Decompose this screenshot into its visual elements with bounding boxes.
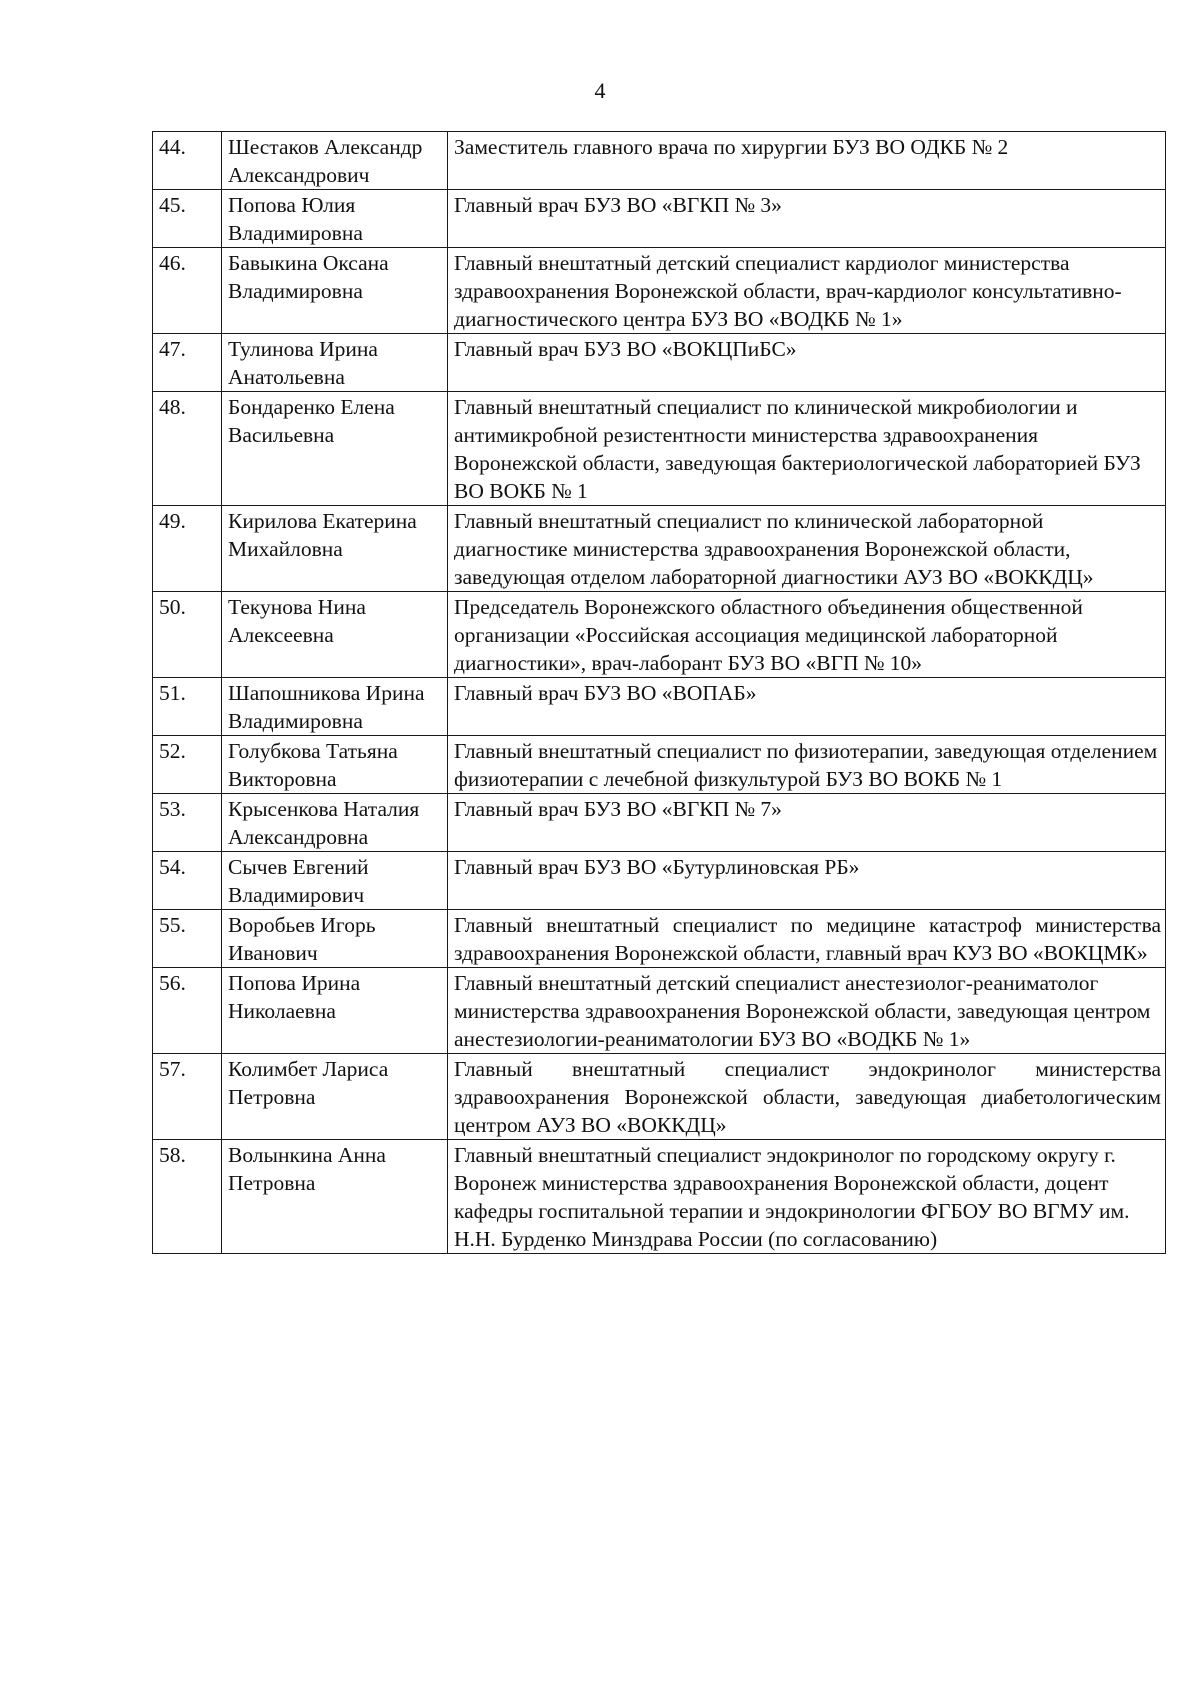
person-name: Шестаков Александр Александрович xyxy=(222,132,448,190)
person-position: Главный внештатный специалист по медицине катастроф министерства здравоохранения Воронежской области, главный врач КУЗ ВО «ВОКЦМК» xyxy=(448,910,1166,968)
person-position: Главный внештатный детский специалист кардиолог министерства здравоохранения Воронежской области, врач-кардиолог консультативно-диагностического центра БУЗ ВО «ВОДКБ № 1» xyxy=(448,248,1166,334)
person-position: Главный врач БУЗ ВО «ВОПАБ» xyxy=(448,678,1166,736)
person-position: Главный врач БУЗ ВО «Бутурлиновская РБ» xyxy=(448,852,1166,910)
person-position: Главный врач БУЗ ВО «ВОКЦПиБС» xyxy=(448,334,1166,392)
table-row xyxy=(153,506,1166,592)
table-row xyxy=(153,678,1166,736)
person-position: Главный внештатный детский специалист анестезиолог-реаниматолог министерства здравоохранения Воронежской области, заведующая центром анестезиологии-реаниматологии БУЗ ВО «ВОДКБ № 1» xyxy=(448,968,1166,1054)
person-name: Волынкина Анна Петровна xyxy=(222,1140,448,1254)
table-row xyxy=(153,132,1166,190)
row-number: 46. xyxy=(153,248,222,334)
person-name: Попова Юлия Владимировна xyxy=(222,190,448,248)
table-row xyxy=(153,910,1166,968)
row-number: 56. xyxy=(153,968,222,1054)
person-position: Главный внештатный специалист по клинической лабораторной диагностике министерства здравоохранения Воронежской области, заведующая отделом лабораторной диагностики АУЗ ВО «ВОККДЦ» xyxy=(448,506,1166,592)
page-number: 4 xyxy=(594,78,606,103)
person-position: Заместитель главного врача по хирургии БУЗ ВО ОДКБ № 2 xyxy=(448,132,1166,190)
row-number: 44. xyxy=(153,132,222,190)
row-number: 58. xyxy=(153,1140,222,1254)
person-position: Главный внештатный специалист по физиотерапии, заведующая отделением физиотерапии с лечебной физкультурой БУЗ ВО ВОКБ № 1 xyxy=(448,736,1166,794)
row-number: 48. xyxy=(153,392,222,506)
person-position: Главный врач БУЗ ВО «ВГКП № 7» xyxy=(448,794,1166,852)
table-row xyxy=(153,1140,1166,1254)
person-name: Бавыкина Оксана Владимировна xyxy=(222,248,448,334)
person-name: Воробьев Игорь Иванович xyxy=(222,910,448,968)
table-row xyxy=(153,1054,1166,1140)
table-row xyxy=(153,736,1166,794)
person-position: Председатель Воронежского областного объединения общественной организации «Российская ассоциация медицинской лабораторной диагностики», врач-лаборант БУЗ ВО «ВГП № 10» xyxy=(448,592,1166,678)
person-position: Главный врач БУЗ ВО «ВГКП № 3» xyxy=(448,190,1166,248)
person-name: Голубкова Татьяна Викторовна xyxy=(222,736,448,794)
table-row xyxy=(153,334,1166,392)
row-number: 50. xyxy=(153,592,222,678)
person-name: Крысенкова Наталия Александровна xyxy=(222,794,448,852)
row-number: 51. xyxy=(153,678,222,736)
table-row xyxy=(153,392,1166,506)
person-name: Попова Ирина Николаевна xyxy=(222,968,448,1054)
person-name: Шапошникова Ирина Владимировна xyxy=(222,678,448,736)
table-row xyxy=(153,852,1166,910)
person-name: Текунова Нина Алексеевна xyxy=(222,592,448,678)
person-name: Сычев Евгений Владимирович xyxy=(222,852,448,910)
row-number: 52. xyxy=(153,736,222,794)
person-position: Главный внештатный специалист эндокринолог министерства здравоохранения Воронежской области, заведующая диабетологическим центром АУЗ ВО «ВОККДЦ» xyxy=(448,1054,1166,1140)
members-table xyxy=(152,131,1166,1254)
row-number: 45. xyxy=(153,190,222,248)
row-number: 47. xyxy=(153,334,222,392)
row-number: 55. xyxy=(153,910,222,968)
person-position: Главный внештатный специалист по клинической микробиологии и антимикробной резистентности министерства здравоохранения Воронежской области, заведующая бактериологической лабораторией БУЗ ВО ВОКБ № 1 xyxy=(448,392,1166,506)
row-number: 57. xyxy=(153,1054,222,1140)
table-row xyxy=(153,592,1166,678)
person-name: Колимбет Лариса Петровна xyxy=(222,1054,448,1140)
person-name: Бондаренко Елена Васильевна xyxy=(222,392,448,506)
person-name: Кирилова Екатерина Михайловна xyxy=(222,506,448,592)
person-position: Главный внештатный специалист эндокринолог по городскому округу г. Воронеж министерства здравоохранения Воронежской области, доцент кафедры госпитальной терапии и эндокринологии ФГБОУ ВО ВГМУ им. Н.Н. Бурденко Минздрава России (по согласованию) xyxy=(448,1140,1166,1254)
table-row xyxy=(153,968,1166,1054)
row-number: 53. xyxy=(153,794,222,852)
table-row xyxy=(153,190,1166,248)
person-name: Тулинова Ирина Анатольевна xyxy=(222,334,448,392)
table-row xyxy=(153,248,1166,334)
row-number: 49. xyxy=(153,506,222,592)
table-row xyxy=(153,794,1166,852)
row-number: 54. xyxy=(153,852,222,910)
